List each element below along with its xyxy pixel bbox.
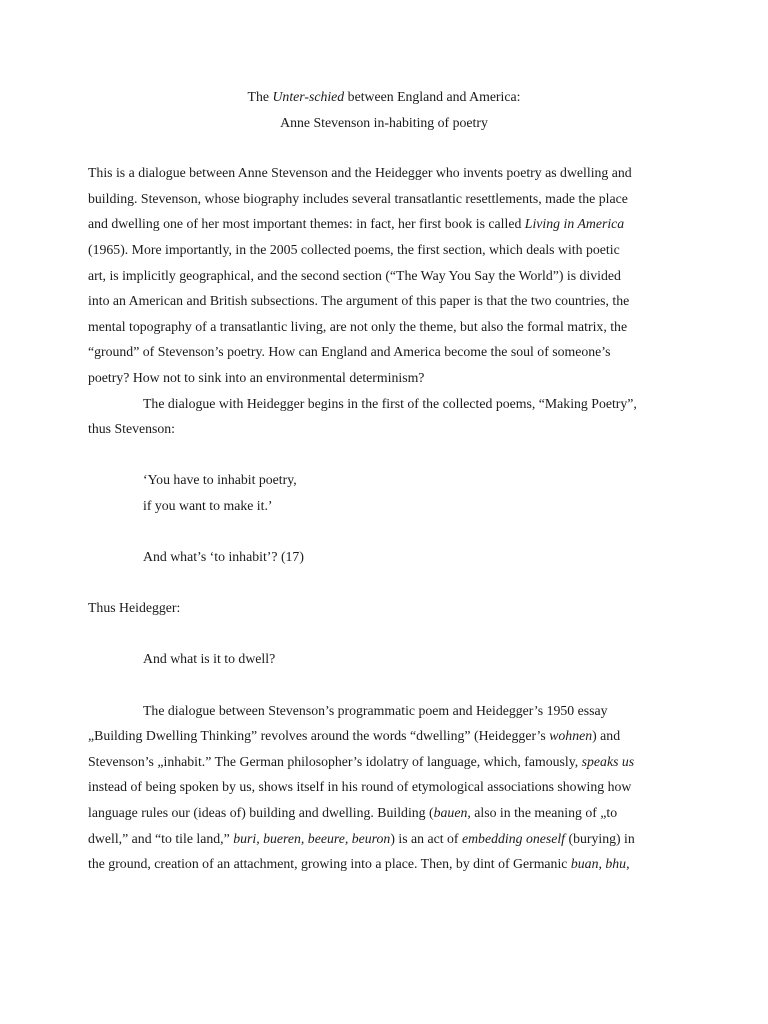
document-page bbox=[88, 84, 680, 877]
text-line: art, is implicitly geographical, and the second section (“The Way You Say the World”) is divided bbox=[88, 267, 621, 283]
text-span: and dwelling one of her most important themes: in fact, her first book is called bbox=[88, 216, 525, 232]
paragraph-dialogue bbox=[88, 391, 680, 442]
text-line bbox=[88, 800, 680, 826]
title-block bbox=[88, 84, 680, 135]
text-span: Stevenson’s „inhabit.” The German philosopher’s idolatry of language, which, famously, bbox=[88, 753, 582, 769]
text-line bbox=[88, 211, 680, 237]
title-italic-term: Unter-schied bbox=[272, 89, 345, 104]
text-span: (burying) in bbox=[565, 830, 635, 846]
text-line: “ground” of Stevenson’s poetry. How can England and America become the soul of someone’s bbox=[88, 344, 611, 360]
text-span: the ground, creation of an attachment, growing into a place. Then, by dint of Germanic bbox=[88, 856, 571, 872]
text-line: The dialogue between Stevenson’s programmatic poem and Heidegger’s 1950 essay bbox=[143, 702, 608, 718]
text-line: thus Stevenson: bbox=[88, 421, 175, 437]
text-line: poetry? How not to sink into an environmental determinism? bbox=[88, 369, 425, 385]
spacer bbox=[88, 621, 680, 647]
italic-term: buan, bhu, bbox=[570, 856, 630, 872]
text-span: ) is an act of bbox=[390, 830, 462, 846]
text-span: dwell,” and “to tile land,” bbox=[88, 830, 234, 846]
paragraph-intro bbox=[88, 160, 680, 390]
text-line: mental topography of a transatlantic living, are not only the theme, but also the formal matrix, the bbox=[88, 318, 628, 334]
title-line-2: Anne Stevenson in-habiting of poetry bbox=[280, 114, 488, 130]
spacer bbox=[88, 442, 680, 468]
text-line: This is a dialogue between Anne Stevenson and the Heidegger who invents poetry as dwelling and bbox=[88, 165, 632, 181]
text-line bbox=[88, 749, 680, 775]
spacer bbox=[88, 672, 680, 698]
italic-term: buri, bueren, beeure, beuron bbox=[233, 830, 391, 846]
text-line: instead of being spoken by us, shows itself in his round of etymological associations showing how bbox=[88, 779, 632, 795]
text-span: language rules our (ideas of) building and dwelling. Building ( bbox=[88, 805, 434, 821]
text-line: into an American and British subsections. The argument of this paper is that the two countries, the bbox=[88, 293, 630, 309]
italic-term: embedding oneself bbox=[461, 830, 566, 846]
title-text-rest: between England and America: bbox=[344, 89, 521, 104]
text-span: „Building Dwelling Thinking” revolves around the words “dwelling” (Heidegger’s bbox=[88, 728, 550, 744]
text-line: Thus Heidegger: bbox=[88, 600, 181, 616]
quote-line: if you want to make it.’ bbox=[143, 497, 273, 513]
italic-term: speaks us bbox=[581, 753, 635, 769]
text-span: , also in the meaning of „to bbox=[467, 805, 618, 821]
text-line bbox=[88, 851, 680, 877]
italic-term: bauen bbox=[433, 805, 468, 821]
quote-line: And what’s ‘to inhabit’? (17) bbox=[143, 549, 304, 565]
text-line bbox=[88, 826, 680, 852]
quote-line: And what is it to dwell? bbox=[143, 651, 276, 667]
quote-line: ‘You have to inhabit poetry, bbox=[143, 472, 297, 488]
title-text: The bbox=[247, 89, 273, 104]
book-title: Living in America bbox=[524, 216, 625, 232]
text-span: ) and bbox=[592, 728, 621, 744]
text-line: building. Stevenson, whose biography includes several transatlantic resettlements, made the place bbox=[88, 190, 628, 206]
text-line: The dialogue with Heidegger begins in the first of the collected poems, “Making Poetry”, bbox=[143, 395, 637, 411]
text-line: (1965). More importantly, in the 2005 collected poems, the first section, which deals with poetic bbox=[88, 241, 620, 257]
spacer bbox=[88, 519, 680, 545]
text-line bbox=[88, 723, 680, 749]
paragraph-essay bbox=[88, 698, 680, 877]
thus-heidegger bbox=[88, 595, 680, 621]
italic-term: wohnen bbox=[549, 728, 593, 744]
title-line-1 bbox=[88, 84, 680, 110]
spacer bbox=[88, 570, 680, 596]
